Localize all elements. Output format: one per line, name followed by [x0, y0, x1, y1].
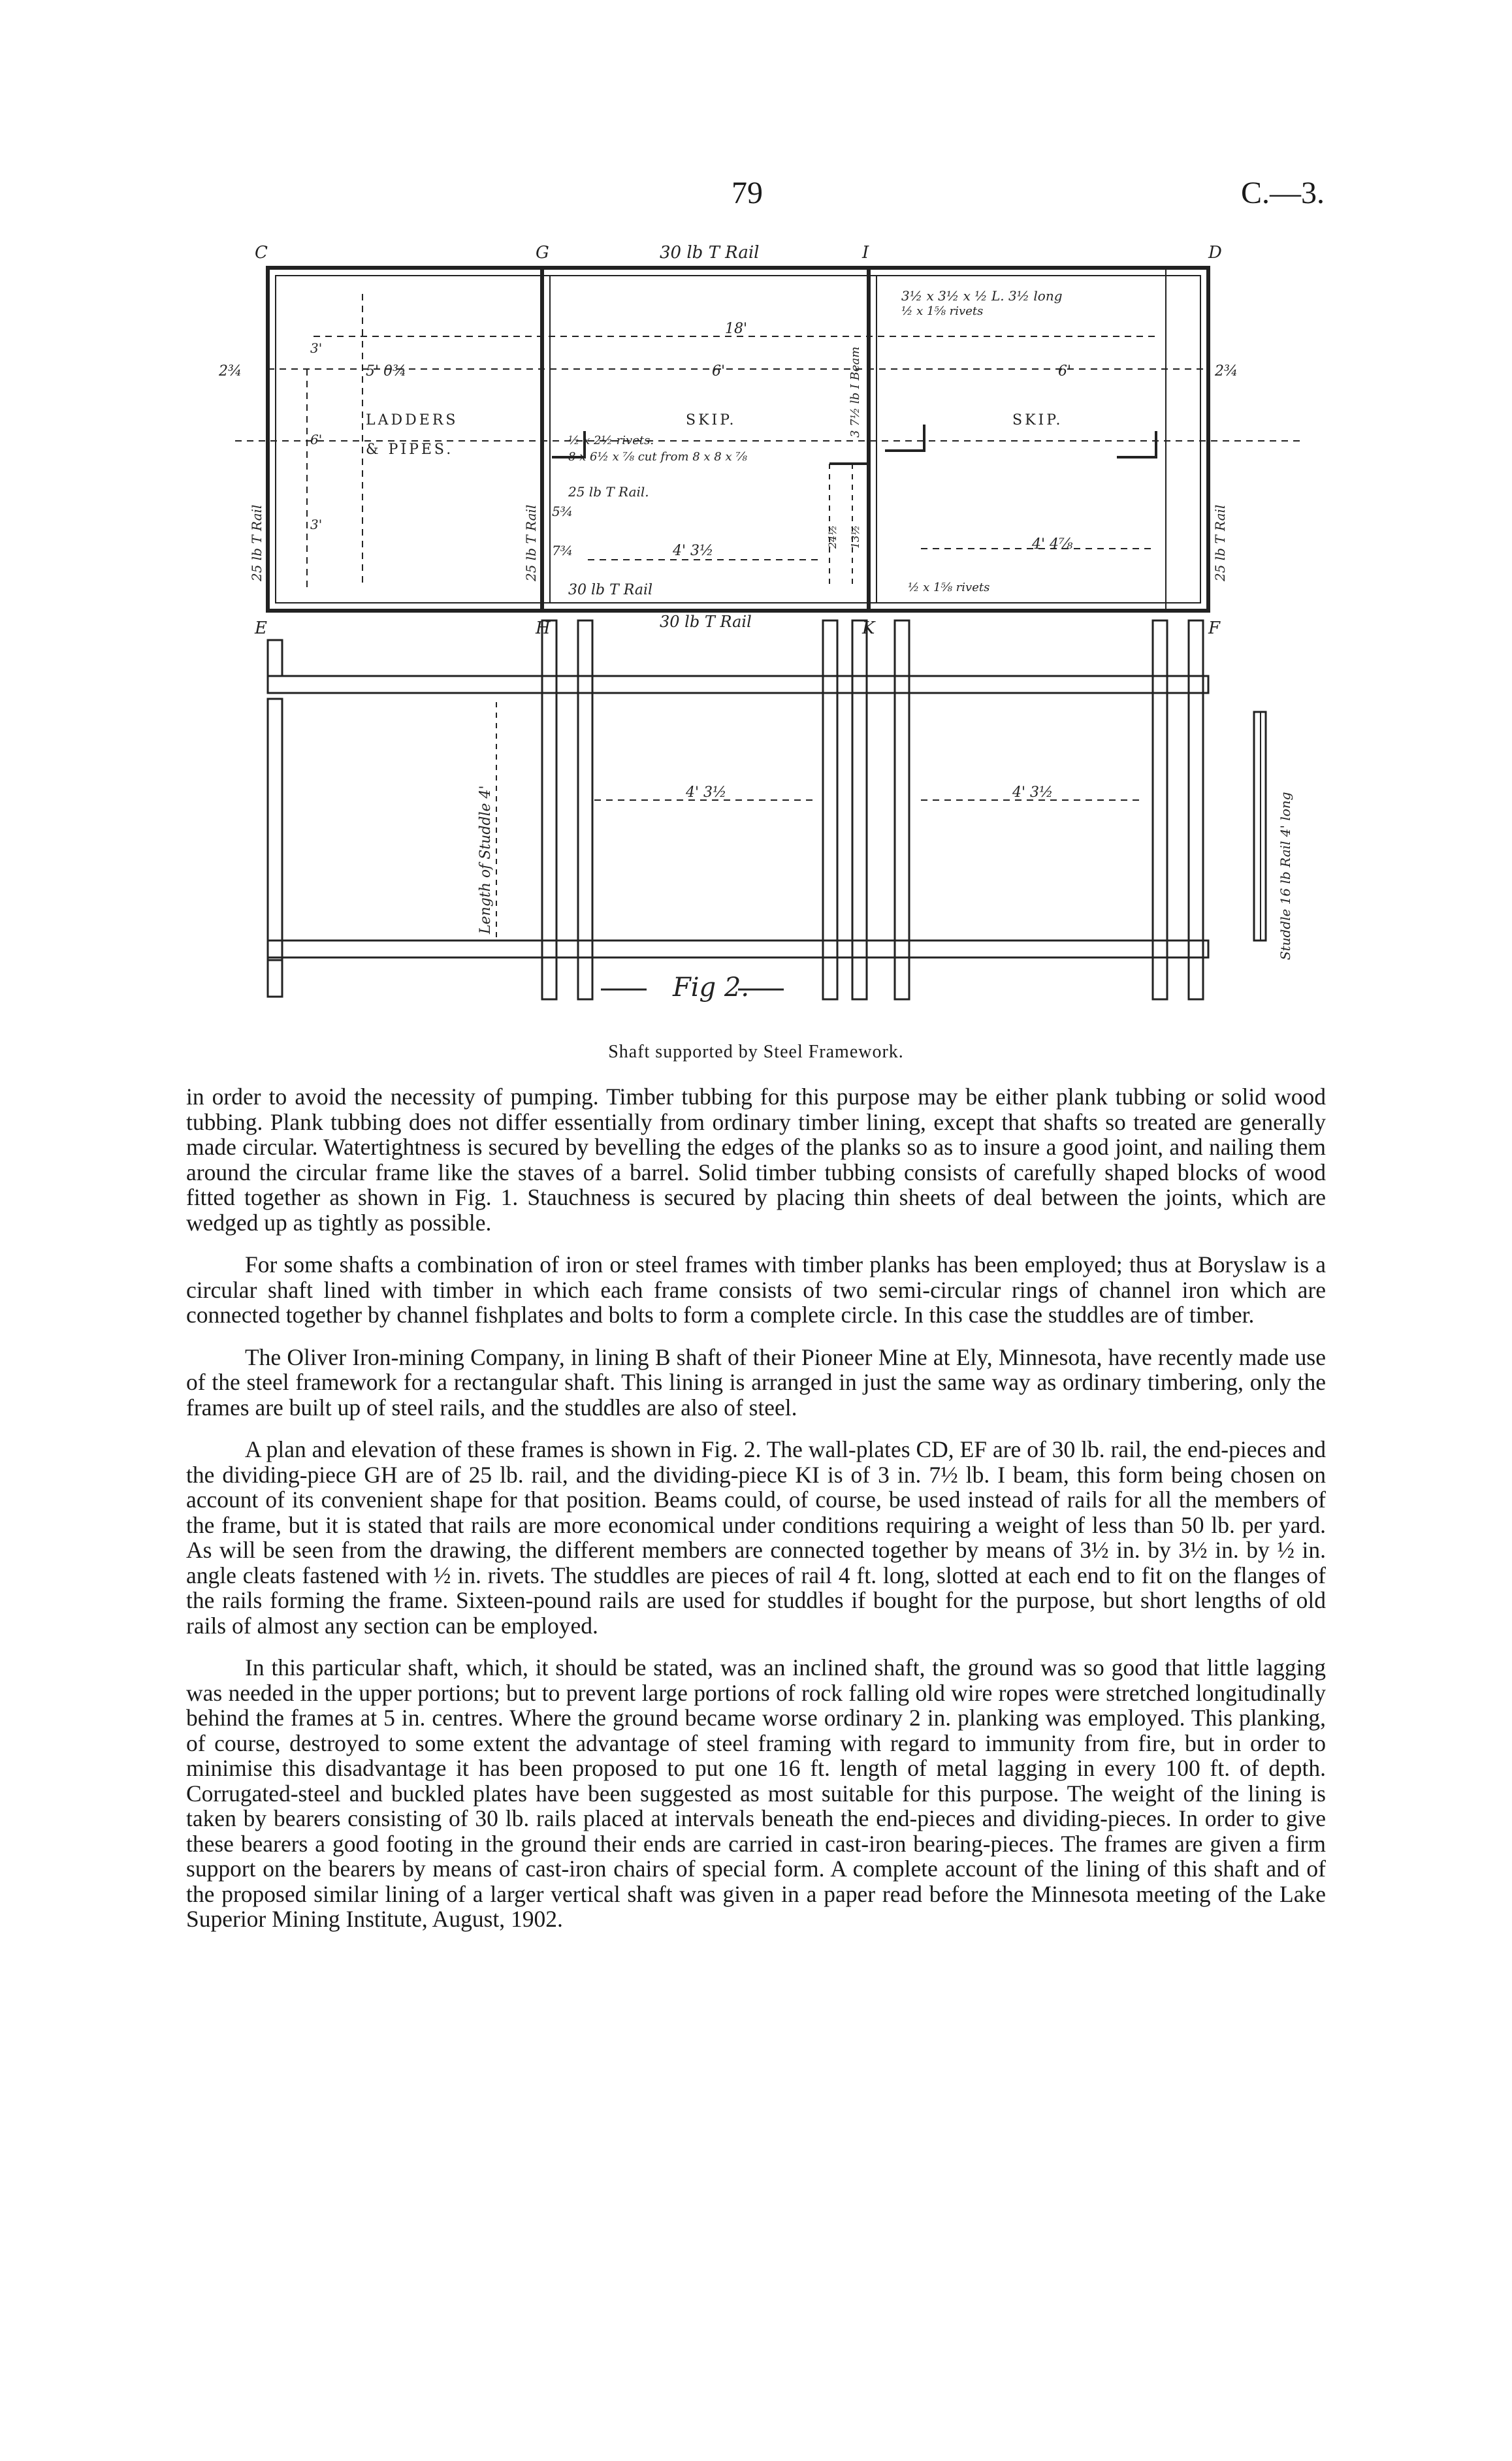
- dim-4-3-2: 4' 3½: [673, 543, 714, 559]
- angle-note-2: ½ x 1⅝ rivets: [901, 304, 984, 318]
- corner-e-label: E: [255, 619, 267, 638]
- rivets-note-1: ½ x 2½ rivets.: [568, 434, 654, 447]
- beam-label: 3 7½ lb I Beam: [848, 346, 862, 438]
- studdle-side-label: Studdle 16 lb Rail 4' long: [1278, 792, 1293, 960]
- corner-d-label: D: [1208, 243, 1222, 263]
- body-text: [186, 1084, 1326, 1949]
- elevation-dim-right: 4' 3½: [1012, 784, 1054, 801]
- studdle-length-label: Length of Studdle 4': [477, 785, 494, 934]
- corner-h-label: H: [536, 619, 551, 638]
- corner-f-label: F: [1208, 619, 1221, 638]
- dim-2-3-4-right: 2¾: [1215, 363, 1238, 379]
- dim-18: 18': [725, 321, 748, 337]
- corner-k-label: K: [862, 619, 875, 638]
- paragraph-2: For some shafts a combination of iron or steel frames with timber planks has been employed; thus at Boryslaw is a circular shaft lined with timber in which each frame consists of two semi-circular rings of channel iron which are connected together by channel fishplates and bolts to form a complete circle. In this case the studdles are of timber.: [186, 1251, 1326, 1328]
- dim-3-top: 3': [310, 340, 323, 356]
- corner-i-label: I: [862, 243, 869, 263]
- dim-7-3-4: 7¾: [552, 543, 573, 558]
- skip-right-label: SKIP.: [1012, 412, 1063, 428]
- skip-left-label: SKIP.: [686, 412, 737, 428]
- rail-25-small: 25 lb T Rail.: [568, 484, 649, 500]
- paragraph-3: The Oliver Iron-mining Company, in lining B shaft of their Pioneer Mine at Ely, Minnesota, have recently made use of the steel framework for a rectangular shaft. This lining is arranged in just the same way as ordinary timbering, only the frames are built up of steel rails, and the studdles are also of steel.: [186, 1343, 1326, 1421]
- rail-25-gh: 25 lb T Rail: [523, 504, 539, 581]
- figure-caption: Shaft supported by Steel Framework.: [608, 1042, 904, 1062]
- paragraph-4: A plan and elevation of these frames is shown in Fig. 2. The wall-plates CD, EF are of 30 lb. rail, the end-pieces and the dividing-piece GH are of 25 lb. rail, and the dividing-piece KI is of 3 in. 7½ lb. I beam, this form being chosen on account of its convenient shape for that position. Beams could, of course, be used instead of rails for all the members of the frame, but it is stated that rails are more economical under conditions requiring a weight of less than 50 lb. per yard. As will be seen from the drawing, the different members are connected together by means of 3½ in. by 3½ in. by ½ in. angle cleats fastened with ½ in. rivets. The studdles are pieces of rail 4 ft. long, slotted at each end to fit on the flanges of the rails forming the frame. Sixteen-pound rails are used for studdles if bought for the purpose, but short lengths of old rails of almost any section can be employed.: [186, 1436, 1326, 1639]
- corner-c-label: C: [255, 243, 268, 263]
- rivets-note-3: ½ x 1⅝ rivets: [908, 581, 990, 594]
- angle-note-1: 3½ x 3½ x ½ L. 3½ long: [901, 288, 1063, 304]
- rivets-note-2: 8 x 6½ x ⅞ cut from 8 x 8 x ⅞: [568, 450, 747, 464]
- rail-25-right: 25 lb T Rail: [1212, 504, 1228, 581]
- dim-6-right: 6': [1058, 363, 1072, 379]
- dim-5-0-3-4: 5' 0¾: [366, 363, 407, 379]
- fig-2-drawing: [216, 242, 1326, 1006]
- dim-4-4-7-8: 4' 4⅞: [1032, 536, 1073, 553]
- dim-6-left: 6': [712, 363, 726, 379]
- corner-g-label: G: [536, 243, 549, 263]
- dim-13: 13½: [849, 525, 861, 549]
- fig-label: Fig 2.: [673, 973, 750, 1003]
- pipes-label: & PIPES.: [366, 442, 454, 458]
- elevation-bottom-rail: [268, 941, 1208, 957]
- ladders-label: LADDERS: [366, 412, 458, 428]
- plan-outer-frame: [268, 268, 1208, 611]
- dim-24: 24½: [826, 525, 839, 549]
- dim-3-bottom: 3': [310, 517, 323, 532]
- top-rail-label: 30 lb T Rail: [660, 243, 760, 263]
- dim-6-vert: 6': [310, 432, 323, 447]
- dim-5-3-4: 5¾: [552, 504, 573, 519]
- elevation-dim-left: 4' 3½: [686, 784, 727, 801]
- rail-25-left: 25 lb T Rail: [249, 504, 265, 581]
- bottom-rail-inner: 30 lb T Rail: [568, 582, 653, 598]
- dim-2-3-4-left: 2¾: [219, 363, 242, 379]
- bottom-rail-label: 30 lb T Rail: [660, 613, 752, 631]
- figure-2: [216, 242, 1326, 1006]
- elevation-top-rail: [268, 676, 1208, 693]
- page-number: 79: [732, 176, 763, 210]
- paragraph-5: In this particular shaft, which, it should be stated, was an inclined shaft, the ground was so good that little lagging was needed in the upper portions; but to prevent large portions of rock falling old wire ropes were stretched longitudinally behind the frames at 5 in. centres. Where the ground became worse ordinary 2 in. planking was employed. This planking, of course, destroyed to some extent the advantage of steel framing with regard to immunity from fire, but in order to minimise this disadvantage it has been proposed to put one 16 ft. length of metal lagging in every 100 ft. of depth. Corrugated-steel and buckled plates have been suggested as most suitable for this purpose. The weight of the lining is taken by bearers consisting of 30 lb. rails placed at intervals beneath the end-pieces and dividing-pieces. In order to give these bearers a good footing in the ground their ends are carried in cast-iron bearing-pieces. The frames are given a firm support on the bearers by means of cast-iron chairs of special form. A complete account of the lining of this shaft and of the proposed similar lining of a larger vertical shaft was given in a paper read before the Minnesota meeting of the Lake Superior Mining Institute, August, 1902.: [186, 1654, 1326, 1932]
- paragraph-1: in order to avoid the necessity of pumping. Timber tubbing for this purpose may be either plank tubbing or solid wood tubbing. Plank tubbing does not differ essentially from ordinary timber lining, except that shafts so treated are generally made circular. Watertightness is secured by bevelling the edges of the planks so as to insure a good joint, and nailing them around the circular frame like the staves of a barrel. Solid timber tubbing consists of carefully shaped blocks of wood fitted together as shown in Fig. 1. Stauchness is secured by placing thin sheets of deal between the joints, which are wedged up as tightly as possible.: [186, 1084, 1326, 1236]
- page-reference: C.—3.: [1241, 176, 1325, 210]
